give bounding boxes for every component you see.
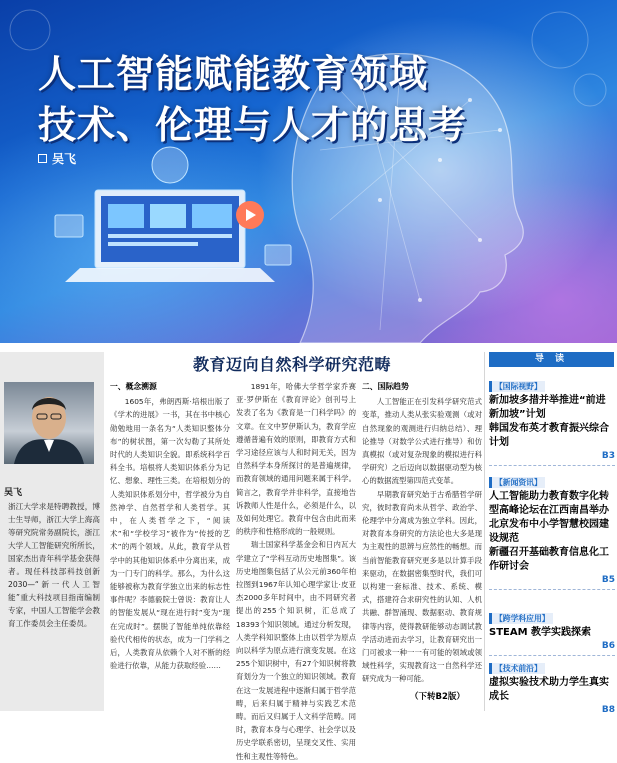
guide-item[interactable]: 韩国发布英才教育振兴综合计划 xyxy=(489,423,609,448)
guide-category: 【跨学科应用】 xyxy=(489,613,553,624)
guide-page-ref[interactable]: B3 xyxy=(601,451,615,461)
continued-note: （下转B2版） xyxy=(410,692,465,702)
guide-page-ref[interactable]: B8 xyxy=(601,705,615,715)
guide-page-ref[interactable]: B6 xyxy=(601,641,615,651)
author-sidebar xyxy=(0,352,104,711)
paragraph: 瑞士国家科学基金会和日内瓦大学建立了“学科互动历史地图集”。该历史地图集包括了从公元前360年柏拉图到1967年认知心理学家让·皮亚杰2000多年时间中，由不同研究者提出的255个知识树，汇总成了18393个知识领域。通过分析发现，人类学科知识整体上由以哲学为原点向以科学为原点进行演变发展。在这255个知识树中，有27个知识树将教育划分为一个独立的知识领域。教育在这一发展进程中逐渐归属于哲学范畴，后来归属于精神与实践艺术范畴。而后又归属于人文科学范畴。同时，教育本身与心理学、社会学以及历史学联系密切，呈现交叉性、实用性和主观性等特色。 xyxy=(236,540,356,761)
guide-section xyxy=(489,374,615,468)
guide-item[interactable]: 北京发布中小学智慧校园建设规范 xyxy=(489,519,609,544)
guide-section xyxy=(489,656,615,716)
divider xyxy=(489,465,615,466)
square-icon xyxy=(38,154,47,163)
article-column-3 xyxy=(362,380,482,686)
divider xyxy=(489,589,615,590)
guide-category: 【新闻资讯】 xyxy=(489,477,545,488)
hero-author xyxy=(38,150,76,167)
hero-banner xyxy=(0,0,617,343)
guide-category: 【技术前沿】 xyxy=(489,663,545,674)
hero-author-name: 吴飞 xyxy=(52,152,77,166)
paragraph: 1605年，弗朗西斯·培根出版了《学术的进展》一书，其在书中核心勋勉地用一条名为“人类知识整体分布”的树状图，第一次勾勒了其所处时代的人类知识全貌。即系统科学百科全书。培根将人类知识体系分为记忆、想象、理性三类。在培根划分的人类知识体系划分中，哲学被分为自然神学、自然哲学和人类哲学。其中，在人类哲学之下，“阅读术”和“学校学习”被作为“传授的艺术”的两个领域。从此，教育学从哲学中的其他知识体系中分离出来，成为一门专门的科学。那么，为什么这能够被称为教育学独立出来的标志性事件呢？李德毅院士曾说：教育让人的智能发展从“现在进行时”变为“现在完成时”。摆脱了智能单纯依靠经验代代相传的状态，成为一门学科之后，人类教育从依赖个人对不断的经验进行依靠，从能力获取经验…… xyxy=(110,397,230,671)
article-column-1 xyxy=(110,380,230,672)
paragraph: 早期教育研究始于古希腊哲学研究，彼时教育尚未从哲学、政治学、伦理学中分离成为独立学科。因此，对教育本身研究的方法论也大多是现为主观性的思辨与应然性的畅想。而当前智能教育研究更多是以计算手段来驱动，在数据密集型时代，我们可以构建一套标准、技术、系统、模式，搭建符合求研究性的认知、人机共融、群智涌现、数据驱动、教育规律等内容，使得教研能够动态调试教学活动进而去学习，让教育研究出一门可被求一种一一有可能的领域或领域性科学，实现教育这一自然科学还研究成为一种可能。 xyxy=(362,489,482,684)
hero-title-line-1: 人工智能赋能教育领域 xyxy=(38,52,429,96)
paragraph: 1891年，哈佛大学哲学家乔赛亚·罗伊斯在《教育评论》创刊号上发表了名为《教育是一门科学吗》的文章。在文中罗伊斯认为，教育学应遵循普遍有效的原则，即教育方式和学习途径应该与人和时间无关，因为自然科学本身所探讨的是普遍规律，而教育领域的通用问题来属于科学。简言之，教育学并非科学，直接地告诉教师人性是什么，必须是什么，以及如何处理它。教育中包含由此而来的秩序和性格形成的一般规则。 xyxy=(236,382,356,537)
article-title: 教育迈向自然科学研究范畴 xyxy=(192,355,391,374)
paragraph: 人工智能正在引发科学研究范式变革，推动人类从张实验观测（或对自然现象的观测进行归纳总结）、理论推导（对数学公式进行推导）和仿真模拟（或对复杂现象的模拟进行科学研究）之后迈向以数据驱动型为核心的数据流型第四范式变革。 xyxy=(362,397,482,486)
laptop-illustration xyxy=(55,147,291,282)
author-photo xyxy=(4,382,94,464)
guide-item[interactable]: 虚拟实验技术助力学生真实成长 xyxy=(489,677,609,702)
guide-category: 【国际视野】 xyxy=(489,381,545,392)
author-bio: 浙江大学求是特聘教授，博士生导师，浙江大学上海高等研究院常务副院长，浙江大学人工智能研究所所长，国家杰出青年科学基金获得者。现任科技部科技创新2030—“新一代人工智能”重大科技项目指南编制专家，中国人工智能学会教育工作委员会主任委员。 xyxy=(8,502,100,628)
guide-section xyxy=(489,606,615,658)
section-heading: 二、国际趋势 xyxy=(362,382,409,391)
article-column-2 xyxy=(236,380,356,763)
hero-title-line-2: 技术、伦理与人才的思考 xyxy=(38,103,468,147)
guide-section xyxy=(489,470,615,592)
section-heading: 一、概念溯源 xyxy=(110,382,157,391)
guide-page-ref[interactable]: B5 xyxy=(601,575,615,585)
guide-item[interactable]: STEAM 教学实践探索 xyxy=(489,627,592,638)
author-portrait xyxy=(4,382,94,464)
guide-item[interactable]: 新加坡多措并举推进“前进新加坡”计划 xyxy=(489,395,606,420)
guide-item[interactable]: 人工智能助力教育数字化转型高峰论坛在江西南昌举办 xyxy=(489,491,609,516)
guide-box xyxy=(484,352,617,715)
guide-item[interactable]: 新疆召开基础教育信息化工作研讨会 xyxy=(489,547,609,572)
author-name: 吴飞 xyxy=(4,488,23,498)
guide-header: 导 读 xyxy=(489,352,614,367)
